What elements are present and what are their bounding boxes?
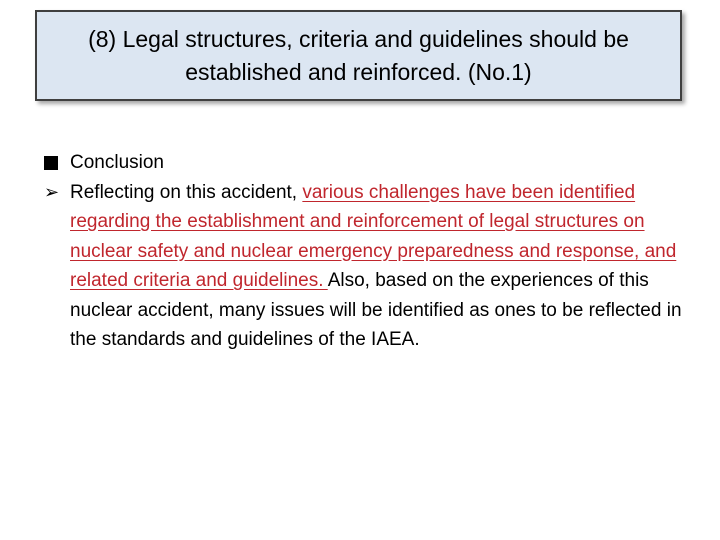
square-bullet-icon (44, 148, 64, 180)
slide-body (44, 148, 684, 355)
conclusion-paragraph (44, 178, 684, 355)
slide-title: (8) Legal structures, criteria and guidelines should be established and reinforced. (No.1) (88, 25, 629, 85)
arrow-bullet-icon: ➢ (44, 181, 60, 202)
conclusion-heading (44, 148, 684, 178)
title-box (35, 10, 682, 101)
paragraph-lead: Reflecting on this accident, (70, 181, 303, 203)
paragraph-highlight: various challenges have been identified regarding the establishment and reinforcement of legal structures on nuclear safety and nuclear emergency preparedness and response, and related criteria and guidelines. (70, 181, 677, 291)
conclusion-label: Conclusion (70, 152, 164, 173)
paragraph-tail: Also, based on the experiences of this nuclear accident, many issues will be identified as ones to be reflected in the standards and guidelines of the IAEA. (70, 270, 682, 350)
